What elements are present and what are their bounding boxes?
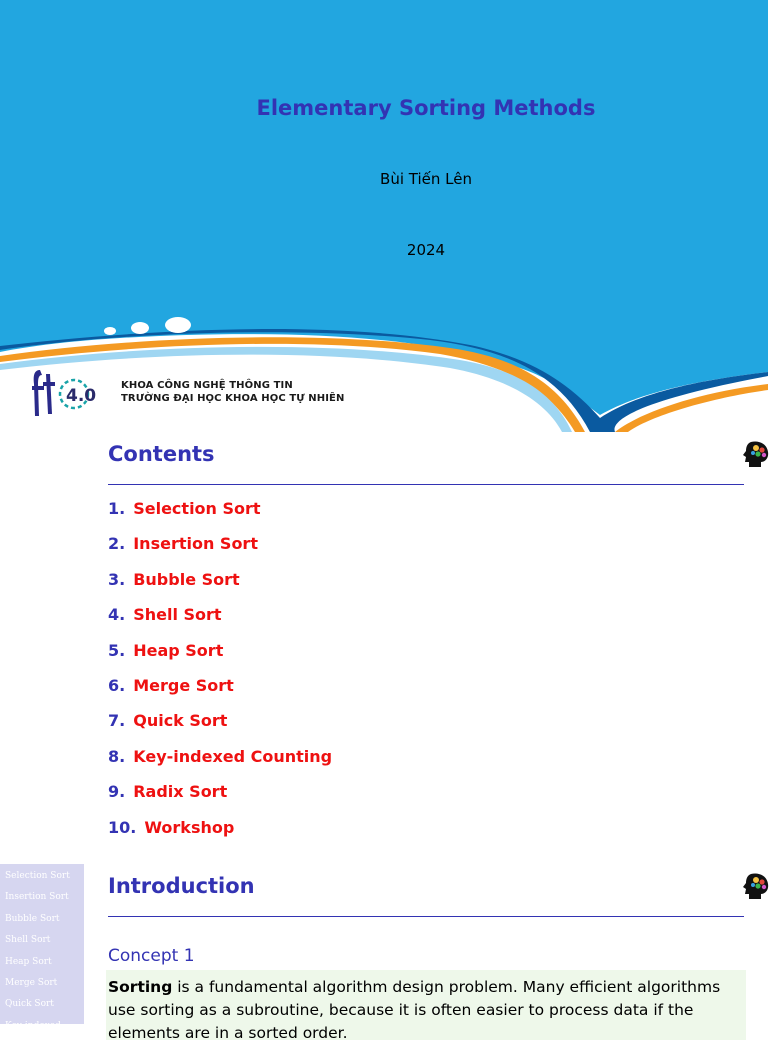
toc-item-heap-sort[interactable]: 5. Heap Sort [108, 640, 224, 660]
toc-item-workshop[interactable]: 10. Workshop [108, 817, 235, 837]
fit-logo [28, 366, 98, 422]
heading-rule [108, 916, 744, 917]
concept-definition: is a fundamental algorithm design problem. Many efficient algorithms use sorting as a subroutine, because it is often easier to process data if the elements are in a sorted order. [108, 978, 721, 1042]
toc-item-insertion-sort[interactable]: 2. Insertion Sort [108, 534, 258, 554]
toc-item-radix-sort[interactable]: 9. Radix Sort [108, 782, 228, 802]
contents-heading: Contents [108, 442, 215, 466]
faculty-line-1: KHOA CÔNG NGHỆ THÔNG TIN [121, 380, 293, 391]
toc-item-shell-sort[interactable]: 4. Shell Sort [108, 605, 222, 625]
presentation-title: Elementary Sorting Methods [256, 96, 596, 120]
title-slide [0, 0, 768, 432]
concept-title: Concept 1 [108, 946, 195, 966]
svg-text:4.0: 4.0 [66, 386, 97, 406]
concept-term: Sorting [108, 978, 173, 996]
toc-item-selection-sort[interactable]: 1. Selection Sort [108, 499, 261, 518]
brain-gears-icon [743, 872, 769, 900]
sidebar-item-bubble-sort[interactable]: Bubble Sort [5, 913, 60, 924]
sidebar-item-insertion-sort[interactable]: Insertion Sort [5, 892, 69, 903]
toc-item-key-indexed-counting[interactable]: 8. Key-indexed Counting [108, 746, 333, 766]
sidebar-item-selection-sort[interactable]: Selection Sort [5, 871, 70, 881]
introduction-heading: Introduction [108, 874, 255, 898]
brain-gears-icon [743, 440, 769, 468]
introduction-slide [0, 864, 768, 1043]
title-background [0, 0, 768, 432]
sidebar-item-shell-sort[interactable]: Shell Sort [5, 935, 51, 946]
faculty-name [121, 379, 344, 405]
heading-rule [108, 484, 744, 485]
presentation-date: 2024 [406, 241, 446, 259]
faculty-line-2: TRƯỜNG ĐẠI HỌC KHOA HỌC TỰ NHIÊN [121, 393, 345, 404]
sidebar-item-key-indexed-counting[interactable]: Key-indexed Counting [5, 1020, 61, 1043]
sidebar-item-quick-sort[interactable]: Quick Sort [5, 999, 54, 1010]
section-sidebar [0, 864, 84, 1043]
contents-slide [0, 432, 768, 864]
concept-box [106, 970, 746, 1040]
toc-item-bubble-sort[interactable]: 3. Bubble Sort [108, 569, 240, 589]
toc-item-merge-sort[interactable]: 6. Merge Sort [108, 675, 234, 695]
sidebar-item-heap-sort[interactable]: Heap Sort [5, 956, 52, 967]
table-of-contents [108, 499, 332, 853]
toc-item-quick-sort[interactable]: 7. Quick Sort [108, 711, 228, 731]
author-name: Bùi Tiến Lên [380, 170, 472, 188]
concept-text [108, 976, 742, 1045]
sidebar-item-merge-sort[interactable]: Merge Sort [5, 977, 58, 988]
